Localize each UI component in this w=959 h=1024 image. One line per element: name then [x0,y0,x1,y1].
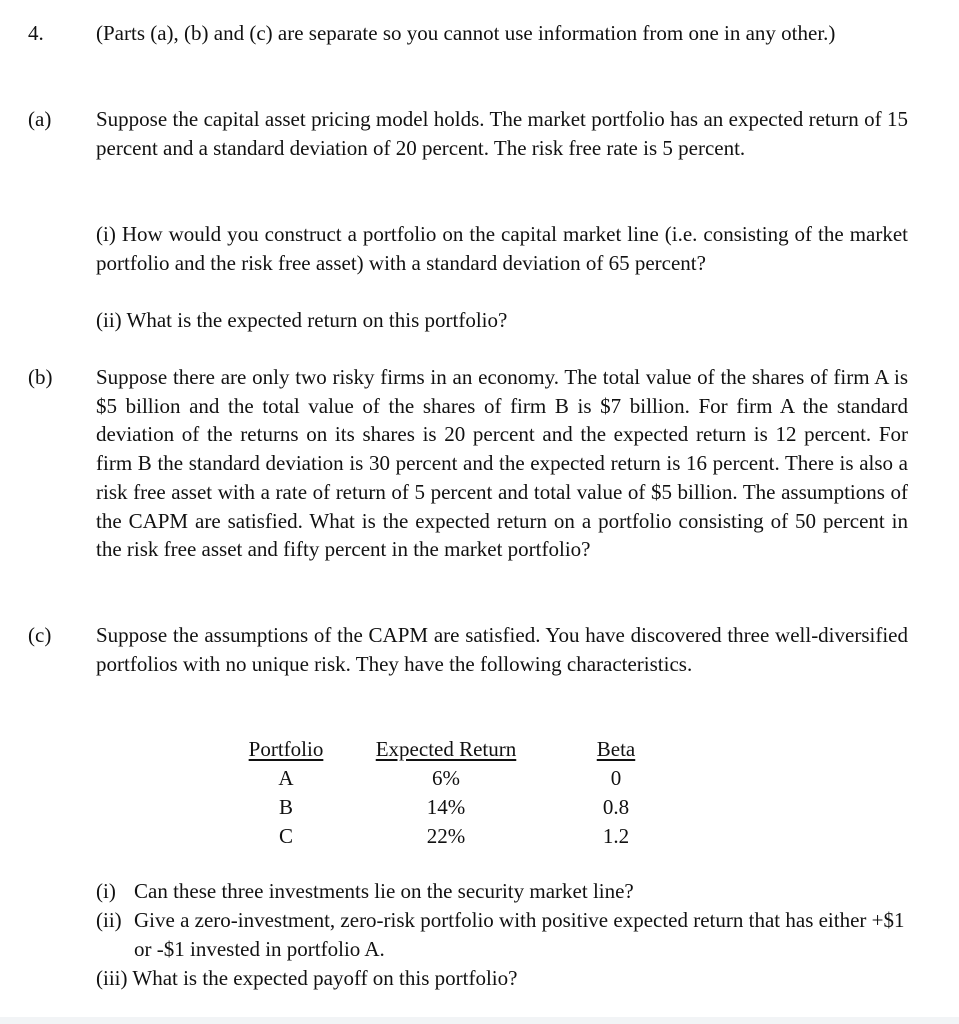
table-cell: 22% [426,824,466,848]
question-num: (iii) [96,966,133,990]
table-row [236,793,676,822]
part-b-label: (b) [28,365,53,389]
table-header-portfolio: Portfolio [248,737,324,761]
question-text: Give a zero-investment, zero-risk portfolio with positive expected return that has either +$1 or -$1 invested in portfolio A. [134,908,905,961]
table-cell: 14% [426,795,466,819]
table-cell: C [278,824,293,848]
table-cell: B [278,795,293,819]
part-a-label: (a) [28,107,52,131]
table-cell: A [278,766,294,790]
part-a-text: Suppose the capital asset pricing model holds. The market portfolio has an expected return of 15 percent and a standard deviation of 20 percent. The risk free rate is 5 percent. [96,107,908,160]
table-cell: 0 [610,766,622,790]
table-header-row [236,735,676,764]
list-item [96,964,909,993]
table-row [236,822,676,851]
question-num: (i) [96,879,116,903]
question-num: (ii) [96,908,122,932]
table-header-expected-return: Expected Return [375,737,517,761]
part-c-label: (c) [28,623,52,647]
part-c-text: Suppose the assumptions of the CAPM are satisfied. You have discovered three well-diversified portfolios with no unique risk. They have the following characteristics. [96,623,908,676]
page-bottom-edge [0,1017,959,1024]
part-a-question-i: (i) How would you construct a portfolio on the capital market line (i.e. consisting of the market portfolio and the risk free asset) with a standard deviation of 65 percent? [96,222,908,275]
part-b-text: Suppose there are only two risky firms in an economy. The total value of the shares of firm A is $5 billion and the total value of the shares of firm B is $7 billion. For firm A the standard deviation of the returns on its shares is 20 percent and the expected return is 12 percent. For firm B the standard deviation is 30 percent and the expected return is 16 percent. There is also a risk free asset with a rate of return of 5 percent and total value of $5 billion. The assumptions of the CAPM are satisfied. What is the expected return on a portfolio consisting of 50 percent in the risk free asset and fifty percent in the market portfolio? [96,365,908,562]
table-cell: 1.2 [602,824,630,848]
question-intro: (Parts (a), (b) and (c) are separate so you cannot use information from one in any other.) [96,21,836,45]
portfolio-table [236,735,676,851]
question-text: What is the expected payoff on this portfolio? [132,966,518,990]
question-number: 4. [28,21,44,45]
part-a-question-ii: (ii) What is the expected return on this portfolio? [96,308,508,332]
question-text: Can these three investments lie on the security market line? [134,879,634,903]
list-item [96,906,909,964]
list-item [96,877,909,906]
table-cell: 0.8 [602,795,630,819]
part-c-questions [96,877,909,993]
table-header-beta: Beta [596,737,636,761]
table-row [236,764,676,793]
table-cell: 6% [432,766,460,790]
